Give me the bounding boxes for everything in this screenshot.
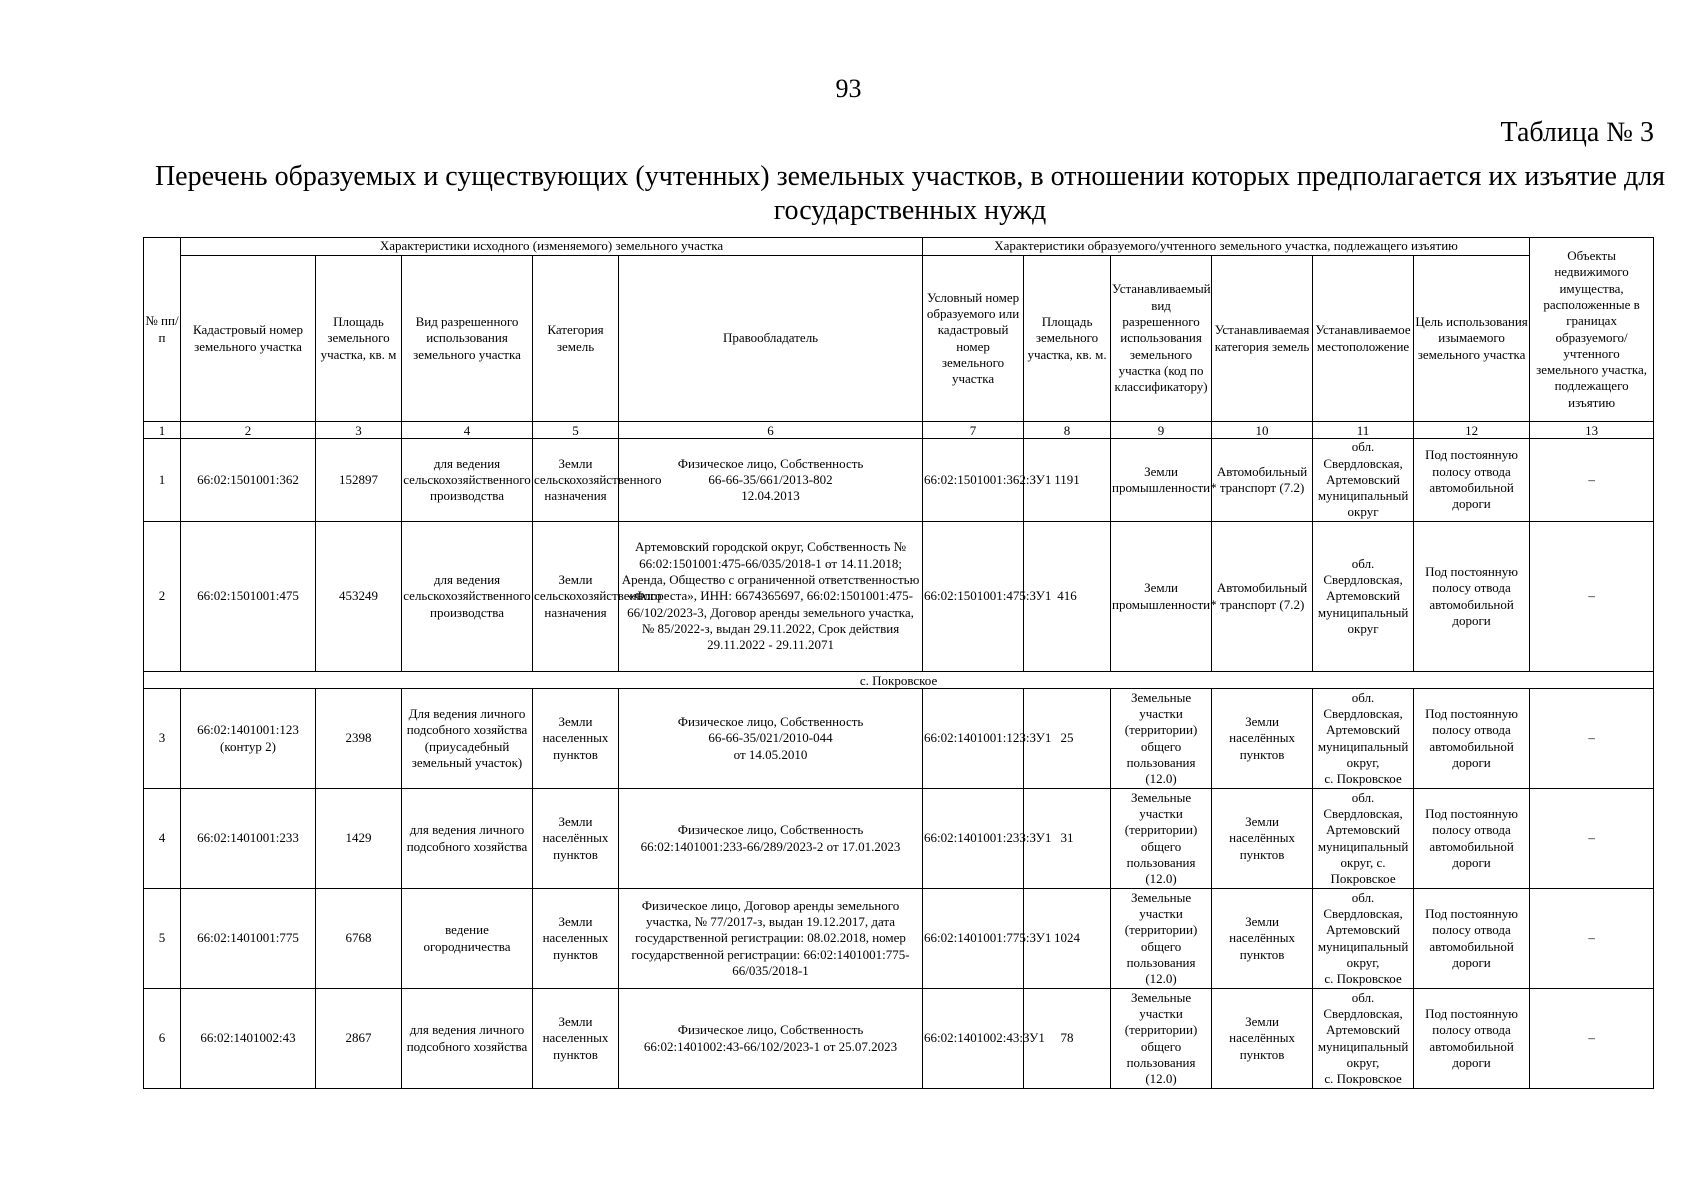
header-set-use: Устанавливаемый вид разрешенного использования земельного участка (код по классификатору) (1111, 256, 1212, 422)
header-set-location: Устанавливаемое местоположение (1313, 256, 1414, 422)
section-label: с. Покровское (144, 672, 1654, 689)
header-cadastral: Кадастровый номер земельного участка (181, 256, 316, 422)
source-area: 152897 (316, 439, 402, 522)
set-land-category: Земли населённых пунктов (1212, 889, 1313, 989)
set-land-category: Автомобильный транспорт (7.2) (1212, 439, 1313, 522)
permitted-use: ведение огородничества (402, 889, 533, 989)
header-purpose: Цель использования изымаемого земельного участка (1414, 256, 1530, 422)
conditional-number: 66:02:1401001:233:ЗУ1 (923, 789, 1024, 889)
permitted-use: для ведения личного подсобного хозяйства (402, 989, 533, 1089)
land-category: Земли населённых пунктов (533, 789, 619, 889)
set-permitted-use: Земельные участки (территории) общего пользования (12.0) (1111, 789, 1212, 889)
table-row (144, 522, 1654, 672)
cadastral-number: 66:02:1501001:362 (181, 439, 316, 522)
header-set-category: Устанавливаемая категория земель (1212, 256, 1313, 422)
cadastral-number: 66:02:1401001:123 (контур 2) (181, 689, 316, 789)
real-estate-objects: – (1530, 889, 1654, 989)
target-area: 1191 (1024, 439, 1111, 522)
row-number: 5 (144, 889, 181, 989)
row-number: 1 (144, 439, 181, 522)
column-number: 12 (1414, 422, 1530, 439)
header-use-type: Вид разрешенного использования земельного участка (402, 256, 533, 422)
right-holder: Физическое лицо, Договор аренды земельного участка, № 77/2017-з, выдан 19.12.2017, дата государственной регистрации: 08.02.2018, номер государственной регистрации: 66:02:1401001:775-66/035/2018-1 (619, 889, 923, 989)
withdrawal-purpose: Под постоянную полосу отвода автомобильной дороги (1414, 989, 1530, 1089)
table-row (144, 789, 1654, 889)
land-category: Земли населенных пунктов (533, 989, 619, 1089)
withdrawal-purpose: Под постоянную полосу отвода автомобильной дороги (1414, 689, 1530, 789)
target-area: 78 (1024, 989, 1111, 1089)
table-label: Таблица № 3 (1500, 117, 1654, 148)
set-land-category: Земли населённых пунктов (1212, 689, 1313, 789)
column-number: 7 (923, 422, 1024, 439)
conditional-number: 66:02:1401001:775:ЗУ1 (923, 889, 1024, 989)
set-location: обл. Свердловская, Артемовский муниципальный округ (1313, 439, 1414, 522)
withdrawal-purpose: Под постоянную полосу отвода автомобильной дороги (1414, 889, 1530, 989)
source-area: 1429 (316, 789, 402, 889)
table-row (144, 989, 1654, 1089)
table-row (144, 689, 1654, 789)
header-area-source: Площадь земельного участка, кв. м (316, 256, 402, 422)
column-number: 6 (619, 422, 923, 439)
column-number: 3 (316, 422, 402, 439)
header-area-target: Площадь земельного участка, кв. м. (1024, 256, 1111, 422)
right-holder: Физическое лицо, Собственность 66:02:1401001:233-66/289/2023-2 от 17.01.2023 (619, 789, 923, 889)
cadastral-number: 66:02:1501001:475 (181, 522, 316, 672)
source-area: 6768 (316, 889, 402, 989)
withdrawal-purpose: Под постоянную полосу отвода автомобильной дороги (1414, 522, 1530, 672)
header-group-source: Характеристики исходного (изменяемого) земельного участка (181, 238, 923, 256)
cadastral-number: 66:02:1401001:233 (181, 789, 316, 889)
header-no: № пп/п (144, 238, 181, 422)
real-estate-objects: – (1530, 522, 1654, 672)
column-number: 9 (1111, 422, 1212, 439)
header-holder: Правообладатель (619, 256, 923, 422)
section-divider (144, 672, 1654, 689)
column-number-row (144, 422, 1654, 439)
real-estate-objects: – (1530, 689, 1654, 789)
table-header (144, 238, 1654, 439)
set-land-category: Земли населённых пунктов (1212, 989, 1313, 1089)
column-number: 2 (181, 422, 316, 439)
permitted-use: для ведения личного подсобного хозяйства (402, 789, 533, 889)
set-location: обл. Свердловская, Артемовский муниципальный округ, с. Покровское (1313, 789, 1414, 889)
right-holder: Физическое лицо, Собственность 66:02:1401002:43-66/102/2023-1 от 25.07.2023 (619, 989, 923, 1089)
set-land-category: Земли населённых пунктов (1212, 789, 1313, 889)
set-permitted-use: Земли промышленности* (1111, 522, 1212, 672)
header-objects: Объекты недвижимого имущества, расположенные в границах образуемого/учтенного земельного участка, подлежащего изъятию (1530, 238, 1654, 422)
land-category: Земли населенных пунктов (533, 889, 619, 989)
real-estate-objects: – (1530, 439, 1654, 522)
target-area: 25 (1024, 689, 1111, 789)
table-row (144, 889, 1654, 989)
conditional-number: 66:02:1501001:362:ЗУ1 (923, 439, 1024, 522)
set-location: обл. Свердловская, Артемовский муниципальный округ (1313, 522, 1414, 672)
set-land-category: Автомобильный транспорт (7.2) (1212, 522, 1313, 672)
land-category: Земли сельскохозяйственного назначения (533, 439, 619, 522)
header-cond-number: Условный номер образуемого или кадастровый номер земельного участка (923, 256, 1024, 422)
set-permitted-use: Земельные участки (территории) общего пользования (12.0) (1111, 889, 1212, 989)
cadastral-number: 66:02:1401001:775 (181, 889, 316, 989)
withdrawal-purpose: Под постоянную полосу отвода автомобильной дороги (1414, 789, 1530, 889)
set-permitted-use: Земельные участки (территории) общего пользования (12.0) (1111, 689, 1212, 789)
row-number: 2 (144, 522, 181, 672)
conditional-number: 66:02:1401001:123:ЗУ1 (923, 689, 1024, 789)
header-category: Категория земель (533, 256, 619, 422)
source-area: 2867 (316, 989, 402, 1089)
real-estate-objects: – (1530, 789, 1654, 889)
permitted-use: для ведения сельскохозяйственного производства (402, 439, 533, 522)
right-holder: Физическое лицо, Собственность 66-66-35/021/2010-044 от 14.05.2010 (619, 689, 923, 789)
row-number: 4 (144, 789, 181, 889)
set-location: обл. Свердловская, Артемовский муниципальный округ, с. Покровское (1313, 889, 1414, 989)
land-plots-table (143, 237, 1654, 1089)
column-number: 8 (1024, 422, 1111, 439)
land-category: Земли сельскохозяйственного назначения (533, 522, 619, 672)
real-estate-objects: – (1530, 989, 1654, 1089)
page-number: 93 (835, 74, 862, 103)
header-group-target: Характеристики образуемого/учтенного земельного участка, подлежащего изъятию (923, 238, 1530, 256)
cadastral-number: 66:02:1401002:43 (181, 989, 316, 1089)
land-category: Земли населенных пунктов (533, 689, 619, 789)
row-number: 3 (144, 689, 181, 789)
withdrawal-purpose: Под постоянную полосу отвода автомобильной дороги (1414, 439, 1530, 522)
source-area: 453249 (316, 522, 402, 672)
set-location: обл. Свердловская, Артемовский муниципальный округ, с. Покровское (1313, 989, 1414, 1089)
column-number: 13 (1530, 422, 1654, 439)
rows-after-section (144, 689, 1654, 1089)
right-holder: Физическое лицо, Собственность 66-66-35/661/2013-802 12.04.2013 (619, 439, 923, 522)
target-area: 1024 (1024, 889, 1111, 989)
document-title: Перечень образуемых и существующих (учтенных) земельных участков, в отношении которых предполагается их изъятие для государственных нужд (154, 161, 1666, 226)
target-area: 416 (1024, 522, 1111, 672)
source-area: 2398 (316, 689, 402, 789)
column-number: 10 (1212, 422, 1313, 439)
right-holder: Артемовский городской округ, Собственность № 66:02:1501001:475-66/035/2018-1 от 14.11.2018; Аренда, Общество с ограниченной ответственностью «Флореста», ИНН: 6674365697, 66:02:1501001:475-66/102/2023-3, Договор аренды земельного участка, № 85/2022-з, выдан 29.11.2022, Срок действия 29.11.2022 - 29.11.2071 (619, 522, 923, 672)
conditional-number: 66:02:1401002:43:ЗУ1 (923, 989, 1024, 1089)
column-number: 11 (1313, 422, 1414, 439)
column-number: 1 (144, 422, 181, 439)
column-number: 5 (533, 422, 619, 439)
set-permitted-use: Земли промышленности* (1111, 439, 1212, 522)
row-number: 6 (144, 989, 181, 1089)
column-number: 4 (402, 422, 533, 439)
set-location: обл. Свердловская, Артемовский муниципальный округ, с. Покровское (1313, 689, 1414, 789)
permitted-use: для ведения сельскохозяйственного производства (402, 522, 533, 672)
set-permitted-use: Земельные участки (территории) общего пользования (12.0) (1111, 989, 1212, 1089)
permitted-use: Для ведения личного подсобного хозяйства (приусадебный земельный участок) (402, 689, 533, 789)
target-area: 31 (1024, 789, 1111, 889)
rows-before-section (144, 439, 1654, 672)
conditional-number: 66:02:1501001:475:ЗУ1 (923, 522, 1024, 672)
table-row (144, 439, 1654, 522)
